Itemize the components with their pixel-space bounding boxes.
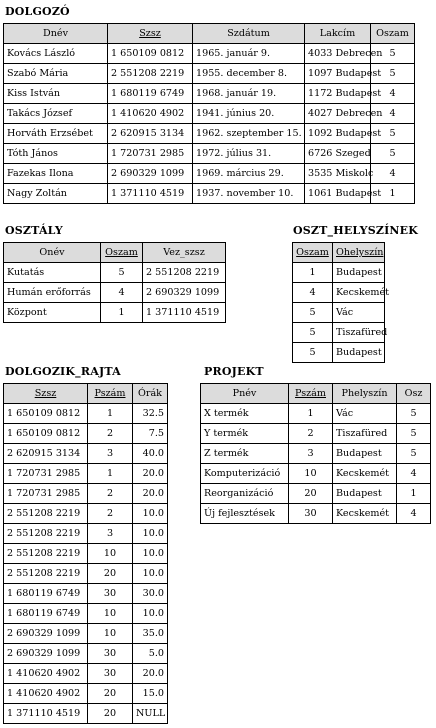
table-cell: Kutatás [4,263,101,283]
table-cell: Tóth János [4,144,108,164]
table-row [4,684,168,704]
table-cell: 10.0 [133,604,168,624]
table-cell: 2 [289,424,333,444]
dolgozik-rajta-header-row [4,384,168,404]
column-header [101,243,143,263]
table-cell: 10 [289,464,333,484]
table-cell: 1 [289,404,333,424]
table-cell: 5 [397,424,431,444]
table-cell: Tiszafüred [333,323,385,343]
column-header-label: Órák [138,388,162,399]
table-cell: 10 [88,604,133,624]
table-cell: 30.0 [133,584,168,604]
table-cell: 1061 Budapest [305,184,371,204]
table-row [293,343,385,363]
column-header-label: Ohelyszín [336,247,384,258]
table-cell: Vác [333,303,385,323]
table-cell: Kecskemét [333,283,385,303]
table-cell: 30 [88,584,133,604]
table-row [4,524,168,544]
column-header-label: Onév [39,247,65,258]
table-cell: 1 [293,263,333,283]
table-row [4,124,415,144]
table-cell: 2 [88,504,133,524]
table-cell: 1172 Budapest [305,84,371,104]
column-header-label: Osz [404,388,423,399]
oszt-helyszinek-header-row [293,243,385,263]
table-cell: 4 [101,283,143,303]
table-row [4,544,168,564]
table-cell: 2 690329 1099 [143,283,226,303]
table-cell: Kecskemét [333,504,397,524]
column-header-label: Lakcím [319,28,356,39]
table-row [4,604,168,624]
table-cell: Z termék [201,444,289,464]
table-cell: Vác [333,404,397,424]
table-cell: Humán erőforrás [4,283,101,303]
table-cell: 15.0 [133,684,168,704]
table-cell: Tiszafüred [333,424,397,444]
column-header [193,24,305,44]
column-header [371,24,415,44]
table-row [4,644,168,664]
table-row [4,664,168,684]
table-cell: 6726 Szeged [305,144,371,164]
table-cell: 1 [88,404,133,424]
column-header [333,243,385,263]
table-row [4,164,415,184]
table-cell: 1 [88,464,133,484]
table-cell: 1937. november 10. [193,184,305,204]
oszt-helyszinek-title: OSZT_HELYSZÍNEK [293,224,419,237]
table-cell: 4027 Debrecen [305,104,371,124]
table-cell: Szabó Mária [4,64,108,84]
table-row [4,584,168,604]
table-cell: 5 [371,124,415,144]
table-cell: Horváth Erzsébet [4,124,108,144]
column-header-label: Szsz [34,388,57,399]
table-cell: 20 [88,564,133,584]
table-cell: 5 [101,263,143,283]
table-cell: Új fejlesztések [201,504,289,524]
table-cell: 5 [293,343,333,363]
column-header-label: Szdátum [227,28,270,39]
table-cell: 1968. január 19. [193,84,305,104]
table-cell: X termék [201,404,289,424]
dolgozik-rajta-table [3,383,168,724]
table-row [4,184,415,204]
table-cell: 3 [88,524,133,544]
dolgozik-rajta-title: DOLGOZIK_RAJTA [5,365,121,378]
table-cell: Budapest [333,484,397,504]
column-header-label: Szsz [139,28,161,39]
table-cell: 5 [397,404,431,424]
dolgozo-header-row [4,24,415,44]
table-cell: 1 [101,303,143,323]
table-cell: Takács József [4,104,108,124]
table-cell: Reorganizáció [201,484,289,504]
projekt-title: PROJEKT [204,365,264,378]
table-cell: 10.0 [133,544,168,564]
table-cell: 10.0 [133,524,168,544]
table-row [293,283,385,303]
table-cell: 20.0 [133,464,168,484]
table-cell: 1 650109 0812 [4,424,88,444]
column-header-label: Pnév [232,388,257,399]
table-row [4,404,168,424]
column-header [201,384,289,404]
table-cell: 1 720731 2985 [4,484,88,504]
table-cell: 30 [289,504,333,524]
table-cell: 2 551208 2219 [4,544,88,564]
table-row [293,323,385,343]
table-row [201,464,431,484]
table-cell: 10 [88,624,133,644]
dolgozo-title: DOLGOZÓ [5,5,70,18]
table-row [201,424,431,444]
osztaly-title: OSZTÁLY [5,224,63,237]
osztaly-table [3,242,226,323]
table-cell: 1941. június 20. [193,104,305,124]
table-row [4,44,415,64]
table-row [201,484,431,504]
projekt-table [200,383,431,524]
table-row [293,263,385,283]
table-row [4,704,168,724]
table-row [4,444,168,464]
table-cell: 2 690329 1099 [108,164,193,184]
table-cell: 1 680119 6749 [108,84,193,104]
table-row [4,144,415,164]
table-cell: Budapest [333,263,385,283]
table-cell: 2 551208 2219 [4,524,88,544]
table-cell: 20 [289,484,333,504]
table-cell: 3 [289,444,333,464]
table-cell: 1955. december 8. [193,64,305,84]
table-cell: 1 720731 2985 [108,144,193,164]
table-cell: 2 620915 3134 [4,444,88,464]
table-cell: 30 [88,664,133,684]
column-header [108,24,193,44]
table-cell: Kecskemét [333,464,397,484]
table-cell: 20.0 [133,484,168,504]
table-cell: 2 551208 2219 [143,263,226,283]
table-cell: Kiss István [4,84,108,104]
table-cell: 3535 Miskolc [305,164,371,184]
table-cell: 4 [397,504,431,524]
table-cell: 4 [397,464,431,484]
table-cell: 4 [371,84,415,104]
table-cell: Központ [4,303,101,323]
table-cell: 1962. szeptember 15. [193,124,305,144]
column-header [4,384,88,404]
table-cell: 5 [371,44,415,64]
table-cell: 1 371110 4519 [108,184,193,204]
table-row [201,444,431,464]
table-row [4,424,168,444]
table-cell: 1 680119 6749 [4,584,88,604]
table-row [4,484,168,504]
table-cell: 1972. július 31. [193,144,305,164]
table-cell: 7.5 [133,424,168,444]
table-cell: 1 650109 0812 [108,44,193,64]
table-cell: 1 410620 4902 [108,104,193,124]
table-row [4,564,168,584]
oszt-helyszinek-table [292,242,390,363]
table-cell: 5.0 [133,644,168,664]
table-cell: 10.0 [133,504,168,524]
table-cell: 1969. március 29. [193,164,305,184]
table-cell: 4 [371,164,415,184]
column-header [397,384,431,404]
column-header-label: Dnév [43,28,68,39]
table-cell: 2 690329 1099 [4,644,88,664]
table-cell: 1 371110 4519 [4,704,88,724]
table-cell: 5 [293,323,333,343]
table-cell: 4033 Debrecen [305,44,371,64]
column-header-label: Oszam [376,28,409,39]
table-cell: 2 551208 2219 [108,64,193,84]
table-row [293,303,385,323]
column-header [143,243,226,263]
dolgozo-table [3,23,415,204]
table-cell: Nagy Zoltán [4,184,108,204]
table-cell: 1965. január 9. [193,44,305,64]
table-row [4,64,415,84]
table-cell: 1 680119 6749 [4,604,88,624]
table-cell: 1 650109 0812 [4,404,88,424]
table-cell: 3 [88,444,133,464]
table-cell: 5 [293,303,333,323]
table-cell: Y termék [201,424,289,444]
table-cell: 30 [88,644,133,664]
table-cell: 20.0 [133,664,168,684]
table-cell: Kovács László [4,44,108,64]
table-cell: 1 [371,184,415,204]
table-cell: Budapest [333,343,385,363]
projekt-header-row [201,384,431,404]
table-cell: 2 551208 2219 [4,504,88,524]
table-cell: 2 690329 1099 [4,624,88,644]
column-header-label: Phelyszín [341,388,388,399]
table-cell: NULL [133,704,168,724]
table-cell: 20 [88,684,133,704]
column-header-label: Oszam [296,247,329,258]
column-header [289,384,333,404]
table-cell: 1 720731 2985 [4,464,88,484]
column-header [333,384,397,404]
column-header-label: Pszám [94,388,126,399]
osztaly-header-row [4,243,226,263]
table-row [4,283,226,303]
table-row [201,404,431,424]
table-cell: 2 [88,484,133,504]
table-cell: 5 [397,444,431,464]
table-cell: 35.0 [133,624,168,644]
table-row [4,464,168,484]
table-cell: 5 [371,64,415,84]
table-row [4,303,226,323]
table-cell: 5 [371,144,415,164]
table-cell: 10 [88,544,133,564]
table-cell: 1 410620 4902 [4,684,88,704]
column-header-label: Vez_szsz [163,247,205,258]
table-cell: 1092 Budapest [305,124,371,144]
table-cell: 4 [371,104,415,124]
column-header [4,24,108,44]
table-row [4,104,415,124]
column-header [88,384,133,404]
table-row [4,263,226,283]
column-header [305,24,371,44]
column-header-label: Pszám [295,388,326,399]
table-cell: 32.5 [133,404,168,424]
table-row [4,624,168,644]
column-header [133,384,168,404]
table-row [4,84,415,104]
table-cell: 2 [88,424,133,444]
table-cell: 1 [397,484,431,504]
table-cell: 2 551208 2219 [4,564,88,584]
table-cell: 1097 Budapest [305,64,371,84]
table-cell: 20 [88,704,133,724]
table-cell: 10.0 [133,564,168,584]
table-cell: 1 371110 4519 [143,303,226,323]
table-cell: 1 410620 4902 [4,664,88,684]
table-row [4,504,168,524]
table-cell: Komputerizáció [201,464,289,484]
table-row [201,504,431,524]
column-header [4,243,101,263]
table-cell: 4 [293,283,333,303]
table-cell: 2 620915 3134 [108,124,193,144]
table-cell: Fazekas Ilona [4,164,108,184]
column-header-label: Oszam [105,247,138,258]
column-header [293,243,333,263]
table-cell: Budapest [333,444,397,464]
table-cell: 40.0 [133,444,168,464]
